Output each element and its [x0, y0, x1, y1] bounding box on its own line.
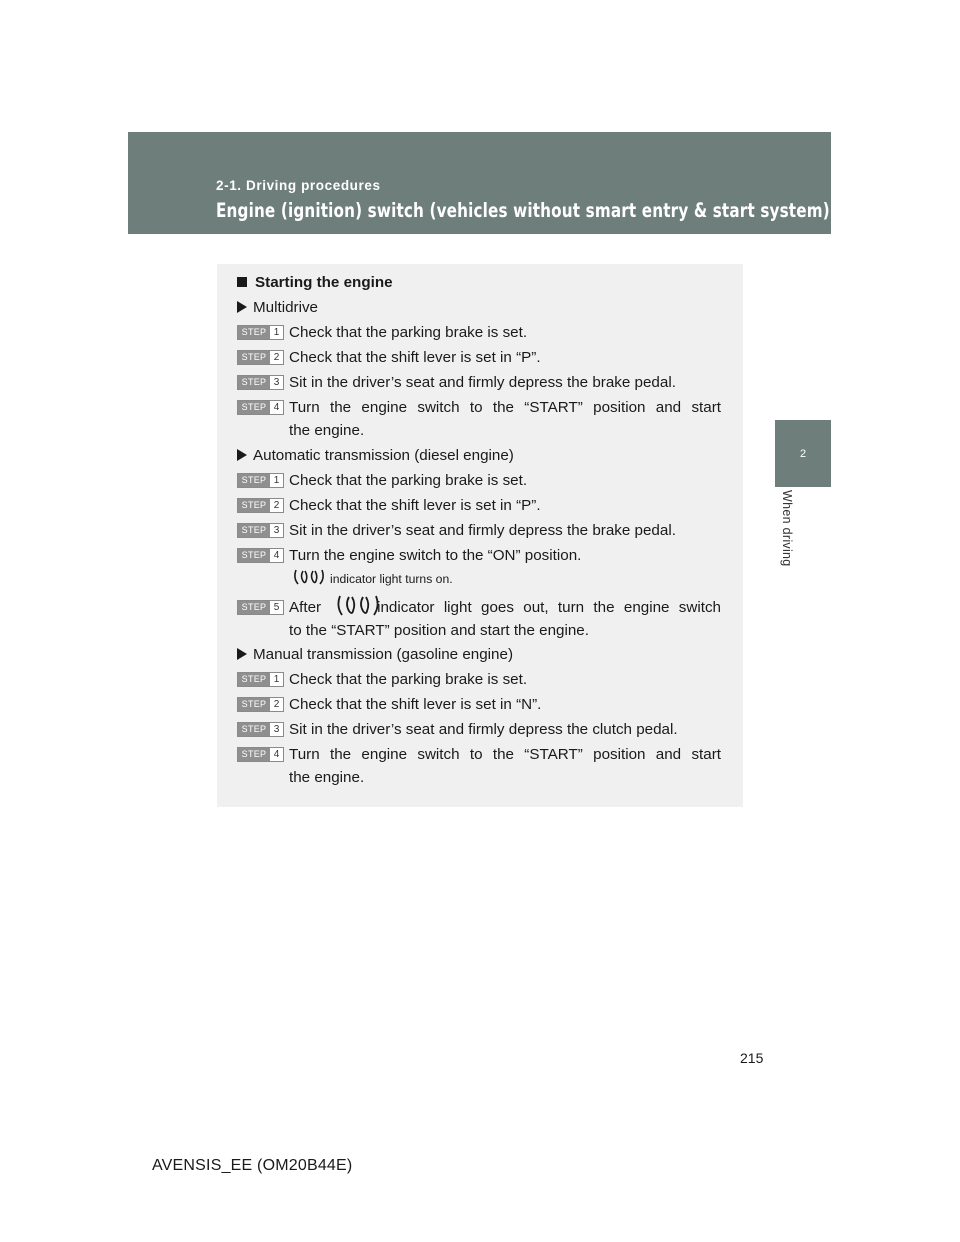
document-code: AVENSIS_EE (OM20B44E)	[152, 1157, 353, 1174]
step-text: Sit in the driver’s seat and firmly depress the clutch pedal.	[289, 721, 678, 738]
chapter-tab	[775, 420, 831, 487]
step-text: Sit in the driver’s seat and firmly depress the brake pedal.	[289, 374, 676, 391]
triangle-bullet-icon	[237, 301, 247, 313]
step-badge: STEP 2	[237, 350, 284, 365]
glow-plug-icon	[294, 568, 324, 590]
section-header	[128, 132, 831, 234]
group-name: Multidrive	[253, 299, 318, 316]
step-badge: STEP 3	[237, 722, 284, 737]
group-heading-multidrive	[237, 297, 318, 319]
step-text: Check that the shift lever is set in “P”.	[289, 349, 541, 366]
step-badge: STEP 1	[237, 672, 284, 687]
group-name: Manual transmission (gasoline engine)	[253, 646, 514, 663]
step-text: Turn the engine switch to the “START” position and start the engine.	[289, 399, 721, 439]
step-badge: STEP 4	[237, 400, 284, 415]
triangle-bullet-icon	[237, 449, 247, 461]
step-text: Check that the shift lever is set in “P”.	[289, 497, 541, 514]
chapter-label: When driving	[780, 490, 794, 567]
indicator-note: indicator light turns on.	[330, 572, 453, 586]
page-title: Engine (ignition) switch (vehicles without smart entry & start system)	[216, 199, 830, 222]
step-badge: STEP 1	[237, 325, 284, 340]
step-text: Check that the parking brake is set.	[289, 324, 528, 341]
step-text: Check that the shift lever is set in “N”.	[289, 696, 542, 713]
step-text: After indicator light goes out, turn the engine switch to the “START” position and start the engine.	[289, 599, 721, 639]
step-text: Sit in the driver’s seat and firmly depress the brake pedal.	[289, 522, 676, 539]
section-label: 2-1. Driving procedures	[216, 178, 381, 193]
step-badge: STEP 5	[237, 600, 284, 615]
square-bullet-icon	[237, 277, 247, 287]
group-heading-manual	[237, 644, 513, 666]
page-number: 215	[740, 1050, 764, 1066]
step-text: Turn the engine switch to the “START” position and start the engine.	[289, 746, 721, 786]
step-text: Check that the parking brake is set.	[289, 671, 528, 688]
group-name: Automatic transmission (diesel engine)	[253, 447, 514, 464]
step-badge: STEP 3	[237, 523, 284, 538]
step-badge: STEP 2	[237, 697, 284, 712]
step-badge: STEP 4	[237, 548, 284, 563]
step-badge: STEP 3	[237, 375, 284, 390]
step-text: Check that the parking brake is set.	[289, 472, 528, 489]
chapter-number: 2	[799, 448, 807, 460]
group-heading-automatic	[237, 445, 514, 467]
step-badge: STEP 2	[237, 498, 284, 513]
step-badge: STEP 4	[237, 747, 284, 762]
content-heading	[237, 272, 393, 294]
triangle-bullet-icon	[237, 648, 247, 660]
step-text: Turn the engine switch to the “ON” position.	[289, 547, 582, 564]
content-heading-text: Starting the engine	[255, 274, 393, 291]
glow-plug-icon	[336, 593, 380, 621]
step-badge: STEP 1	[237, 473, 284, 488]
